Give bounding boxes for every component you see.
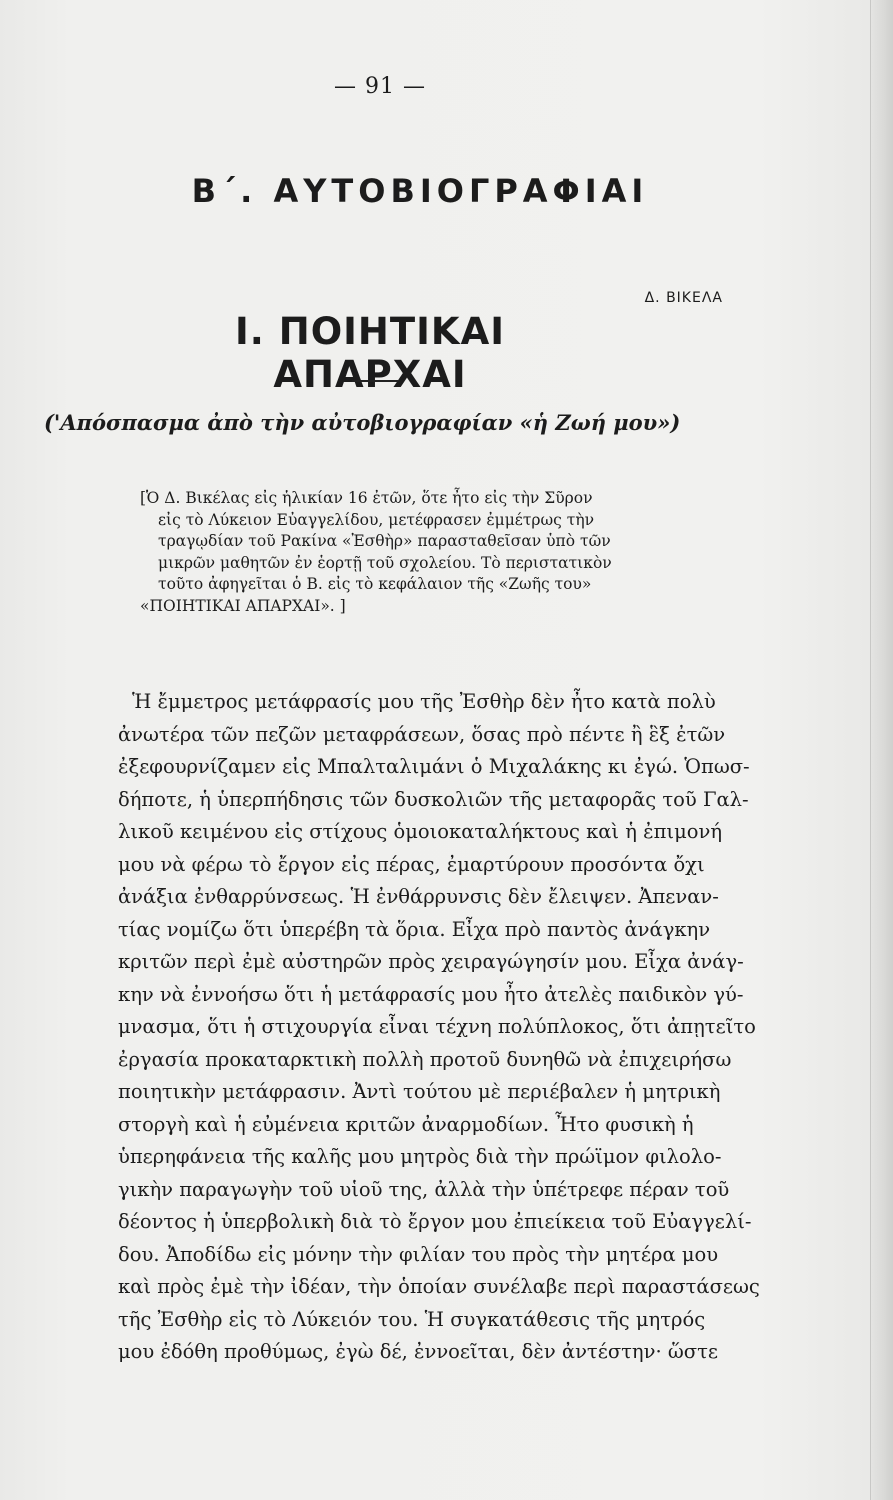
body-line: τίας νομίζω ὅτι ὑπερέβη τὰ ὅρια. Εἶχα πρὸ παντὸς ἀνάγκην (118, 917, 711, 941)
body-line: στοργὴ καὶ ἡ εὐμένεια κριτῶν ἀναρμοδίων. Ἦτο φυσικὴ ἡ (118, 1112, 694, 1136)
chapter-subtitle: ('Απόσπασμα ἀπὸ τὴν αὐτοβιογραφίαν «ἡ Ζωή μου») (44, 410, 681, 435)
body-line: ποιητικὴν μετάφρασιν. Ἀντὶ τούτου μὲ περιέβαλεν ἡ μητρικὴ (118, 1080, 721, 1103)
body-line: δου. Ἀποδίδω εἰς μόνην τὴν φιλίαν του πρὸς τὴν μητέρα μου (118, 1242, 719, 1266)
body-line: δέοντος ἡ ὑπερβολικὴ διὰ τὸ ἔργον μου ἐπιείκεια τοῦ Εὐαγγελί- (118, 1210, 752, 1233)
body-line: ἀνάξια ἐνθαρρύνσεως. Ἡ ἐνθάρρυνσις δὲν ἔλειψεν. Ἀπεναν- (118, 885, 719, 908)
title-divider (352, 380, 398, 382)
page-edge (870, 0, 893, 1500)
chapter-title: Ι. ΠΟΙΗΤΙΚΑΙ ΑΠΑΡΧΑΙ (235, 310, 505, 396)
body-line: λικοῦ κειμένου εἰς στίχους ὁμοιοκαταλήκτους καὶ ἡ ἐπιμονή (118, 820, 723, 843)
intro-line: τραγῳδίαν τοῦ Ρακίνα «Ἐσθὴρ» παρασταθεῖσαν ὑπὸ τῶν (158, 532, 611, 550)
body-paragraph (118, 686, 760, 1369)
editorial-intro (140, 488, 740, 617)
intro-line: μικρῶν μαθητῶν ἐν ἑορτῇ τοῦ σχολείου. Τὸ περιστατικὸν (158, 553, 612, 572)
body-line: ἐργασία προκαταρκτικὴ πολλὴ προτοῦ δυνηθῶ νὰ ἐπιχειρήσω (118, 1047, 732, 1071)
intro-line: τοῦτο ἀφηγεῖται ὁ Β. εἰς τὸ κεφάλαιον τῆς «Ζωῆς του» (158, 575, 592, 593)
body-line: καὶ πρὸς ἐμὲ τὴν ἰδέαν, τὴν ὁποίαν συνέλαβε περὶ παραστάσεως (118, 1275, 760, 1298)
body-line: κριτῶν περὶ ἐμὲ αὐστηρῶν πρὸς χειραγώγησίν μου. Εἶχα ἀνάγ- (118, 950, 744, 973)
body-line: μου νὰ φέρω τὸ ἔργον εἰς πέρας, ἐμαρτύρουν προσόντα ὄχι (118, 852, 705, 876)
intro-line: «ΠΟΙΗΤΙΚΑΙ ΑΠΑΡΧΑΙ». ] (140, 596, 346, 615)
body-line: κην νὰ ἐννοήσω ὅτι ἡ μετάφρασίς μου ἦτο ἀτελὲς παιδικὸν γύ- (118, 982, 744, 1006)
intro-line: εἰς τὸ Λύκειον Εὐαγγελίδου, μετέφρασεν ἐμμέτρως τὴν (158, 510, 595, 529)
section-title: Β΄. ΑΥΤΟΒΙΟΓΡΑΦΙΑΙ (191, 172, 649, 210)
body-line: γικὴν παραγωγὴν τοῦ υἱοῦ της, ἀλλὰ τὴν ὑπέτρεφε πέραν τοῦ (118, 1177, 730, 1201)
author-name: Δ. ΒΙΚΕΛΑ (644, 290, 723, 306)
body-line: μνασμα, ὅτι ἡ στιχουργία εἶναι τέχνη πολύπλοκος, ὅτι ἀπῃτεῖτο (118, 1015, 756, 1038)
body-line: ὑπερηφάνεια τῆς καλῆς μου μητρὸς διὰ τὴν πρώϊμον φιλολο- (118, 1145, 722, 1168)
page-number: — 91 — (334, 74, 426, 99)
body-line: ἀνωτέρα τῶν πεζῶν μεταφράσεων, ὅσας πρὸ πέντε ἢ ἓξ ἐτῶν (118, 722, 726, 746)
intro-line: [Ὁ Δ. Βικέλας εἰς ἡλικίαν 16 ἐτῶν, ὅτε ἦτο εἰς τὴν Σῦρον (140, 489, 593, 507)
body-line: μου ἐδόθη προθύμως, ἐγὼ δέ, ἐννοεῖται, δὲν ἀντέστην· ὥστε (118, 1340, 718, 1363)
body-line: τῆς Ἐσθὴρ εἰς τὸ Λύκειόν του. Ἡ συγκατάθεσις τῆς μητρός (118, 1307, 706, 1331)
body-line: Ἡ ἔμμετρος μετάφρασίς μου τῆς Ἐσθὴρ δὲν ἦτο κατὰ πολὺ (132, 690, 716, 713)
body-line: δήποτε, ἡ ὑπερπήδησις τῶν δυσκολιῶν τῆς μεταφορᾶς τοῦ Γαλ- (118, 787, 749, 811)
body-line: ἐξεφουρνίζαμεν εἰς Μπαλταλιμάνι ὁ Μιχαλάκης κι ἐγώ. Ὁπωσ- (118, 755, 750, 778)
